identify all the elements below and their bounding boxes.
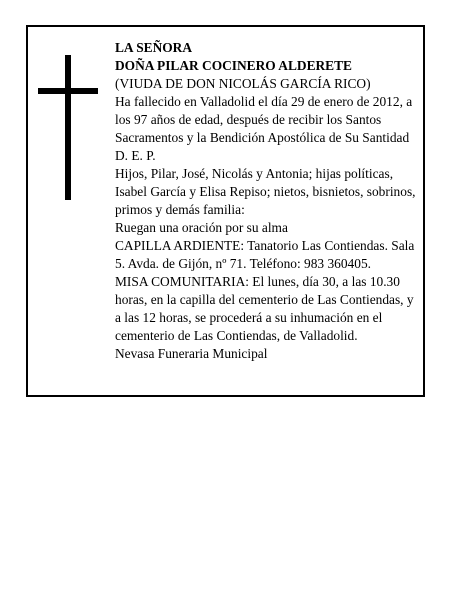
widow-line: (VIUDA DE DON NICOLÁS GARCÍA RICO) [115, 76, 371, 91]
obituary-notice [26, 25, 425, 397]
deceased-name: DOÑA PILAR COCINERO ALDERETE [115, 58, 352, 73]
family-paragraph: Hijos, Pilar, José, Nicolás y Antonia; hijas políticas, Isabel García y Elisa Repiso; nietos, bisnietos, sobrinos, primos y demás familia: [115, 166, 416, 217]
rip-line: D. E. P. [115, 148, 156, 163]
prayer-request: Ruegan una oración por su alma [115, 220, 288, 235]
chapel-paragraph: CAPILLA ARDIENTE: Tanatorio Las Contiendas. Sala 5. Avda. de Gijón, nº 71. Teléfono: 983 360405. [115, 238, 415, 271]
funeral-home: Nevasa Funeraria Municipal [115, 346, 268, 361]
latin-cross-icon [38, 55, 98, 200]
obituary-text [115, 39, 421, 363]
mass-paragraph: MISA COMUNITARIA: El lunes, día 30, a las 10.30 horas, en la capilla del cementerio de Las Contiendas, y a las 12 horas, se procederá a su inhumación en el cementerio de Las Contiendas, de Valladolid. [115, 274, 414, 343]
title-line-1: LA SEÑORA [115, 40, 193, 55]
cross-vertical-bar [65, 55, 71, 200]
cross-horizontal-bar [38, 88, 98, 94]
death-paragraph: Ha fallecido en Valladolid el día 29 de enero de 2012, a los 97 años de edad, después de recibir los Santos Sacramentos y la Bendición Apostólica de Su Santidad [115, 94, 413, 145]
